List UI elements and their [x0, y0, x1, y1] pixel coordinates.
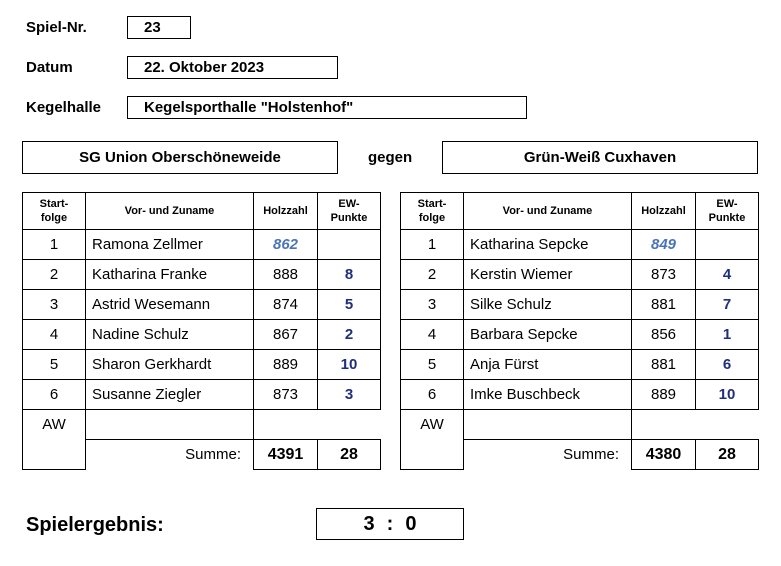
- holz-value: 889: [254, 350, 318, 380]
- start-position: 2: [401, 260, 464, 290]
- holz-value: 856: [632, 320, 696, 350]
- startfolge-header: Start- folge: [401, 193, 464, 230]
- away-team-name: Grün-Weiß Cuxhaven: [442, 141, 758, 174]
- spielergebnis-label: Spielergebnis:: [26, 514, 164, 536]
- aw-ew-cell: [318, 410, 381, 440]
- ew-value: 7: [696, 290, 759, 320]
- summe-label: Summe:: [464, 440, 632, 470]
- summe-label: Summe:: [86, 440, 254, 470]
- player-name: Sharon Gerkhardt: [86, 350, 254, 380]
- holz-value: 873: [632, 260, 696, 290]
- player-name: Susanne Ziegler: [86, 380, 254, 410]
- ew-value: 5: [318, 290, 381, 320]
- kegelhalle-label: Kegelhalle: [26, 99, 102, 116]
- table-row: [23, 320, 381, 350]
- start-position: 6: [23, 380, 86, 410]
- holz-value: 881: [632, 350, 696, 380]
- player-name: Katharina Sepcke: [464, 230, 632, 260]
- ew-value: [318, 230, 381, 260]
- sum-ew: 28: [318, 440, 381, 470]
- player-name: Katharina Franke: [86, 260, 254, 290]
- home-team-name: SG Union Oberschöneweide: [22, 141, 338, 174]
- table-row: [23, 260, 381, 290]
- holz-value: 881: [632, 290, 696, 320]
- away-score-table: [400, 192, 759, 470]
- player-name: Nadine Schulz: [86, 320, 254, 350]
- versus-label: gegen: [368, 149, 413, 166]
- table-row: [23, 350, 381, 380]
- datum-field: 22. Oktober 2023: [127, 56, 338, 79]
- player-name: Anja Fürst: [464, 350, 632, 380]
- holz-value: 849: [632, 230, 696, 260]
- table-row: [23, 290, 381, 320]
- start-position: 3: [23, 290, 86, 320]
- start-position: 1: [23, 230, 86, 260]
- aw-row: [23, 410, 381, 440]
- player-name: Imke Buschbeck: [464, 380, 632, 410]
- aw-label: AW: [23, 410, 86, 470]
- table-row: [23, 230, 381, 260]
- spielnr-label: Spiel-Nr.: [26, 19, 87, 36]
- holz-value: 874: [254, 290, 318, 320]
- spielergebnis-box: [316, 508, 464, 540]
- player-name: Barbara Sepcke: [464, 320, 632, 350]
- ew-value: 4: [696, 260, 759, 290]
- ew-header: EW- Punkte: [318, 193, 381, 230]
- holz-header: Holzzahl: [632, 193, 696, 230]
- result-away: 0: [405, 512, 417, 535]
- sum-holz: 4380: [632, 440, 696, 470]
- holz-header: Holzzahl: [254, 193, 318, 230]
- table-row: [401, 320, 759, 350]
- holz-value: 889: [632, 380, 696, 410]
- ew-value: 1: [696, 320, 759, 350]
- table-row: [401, 230, 759, 260]
- start-position: 5: [401, 350, 464, 380]
- ew-header: EW- Punkte: [696, 193, 759, 230]
- start-position: 2: [23, 260, 86, 290]
- aw-holz-cell: [632, 410, 696, 440]
- start-position: 6: [401, 380, 464, 410]
- player-name: Kerstin Wiemer: [464, 260, 632, 290]
- start-position: 1: [401, 230, 464, 260]
- name-header: Vor- und Zuname: [464, 193, 632, 230]
- aw-ew-cell: [696, 410, 759, 440]
- aw-label: AW: [401, 410, 464, 470]
- aw-row: [401, 410, 759, 440]
- aw-holz-cell: [254, 410, 318, 440]
- aw-name-cell: [464, 410, 632, 440]
- holz-value: 862: [254, 230, 318, 260]
- start-position: 4: [23, 320, 86, 350]
- ew-value: [696, 230, 759, 260]
- spielnr-field: 23: [127, 16, 191, 39]
- start-position: 3: [401, 290, 464, 320]
- start-position: 5: [23, 350, 86, 380]
- player-name: Astrid Wesemann: [86, 290, 254, 320]
- sum-ew: 28: [696, 440, 759, 470]
- name-header: Vor- und Zuname: [86, 193, 254, 230]
- holz-value: 873: [254, 380, 318, 410]
- ew-value: 2: [318, 320, 381, 350]
- home-score-table: [22, 192, 381, 470]
- ew-value: 3: [318, 380, 381, 410]
- ew-value: 6: [696, 350, 759, 380]
- player-name: Ramona Zellmer: [86, 230, 254, 260]
- result-home: 3: [363, 512, 375, 535]
- table-header-row: [23, 193, 381, 230]
- holz-value: 888: [254, 260, 318, 290]
- table-header-row: [401, 193, 759, 230]
- datum-label: Datum: [26, 59, 73, 76]
- kegelhalle-field: Kegelsporthalle "Holstenhof": [127, 96, 527, 119]
- holz-value: 867: [254, 320, 318, 350]
- start-position: 4: [401, 320, 464, 350]
- player-name: Silke Schulz: [464, 290, 632, 320]
- sum-holz: 4391: [254, 440, 318, 470]
- table-row: [401, 260, 759, 290]
- startfolge-header: Start- folge: [23, 193, 86, 230]
- ew-value: 10: [696, 380, 759, 410]
- aw-name-cell: [86, 410, 254, 440]
- ew-value: 8: [318, 260, 381, 290]
- ew-value: 10: [318, 350, 381, 380]
- result-separator: :: [386, 512, 394, 535]
- table-row: [401, 350, 759, 380]
- table-row: [23, 380, 381, 410]
- table-row: [401, 380, 759, 410]
- table-row: [401, 290, 759, 320]
